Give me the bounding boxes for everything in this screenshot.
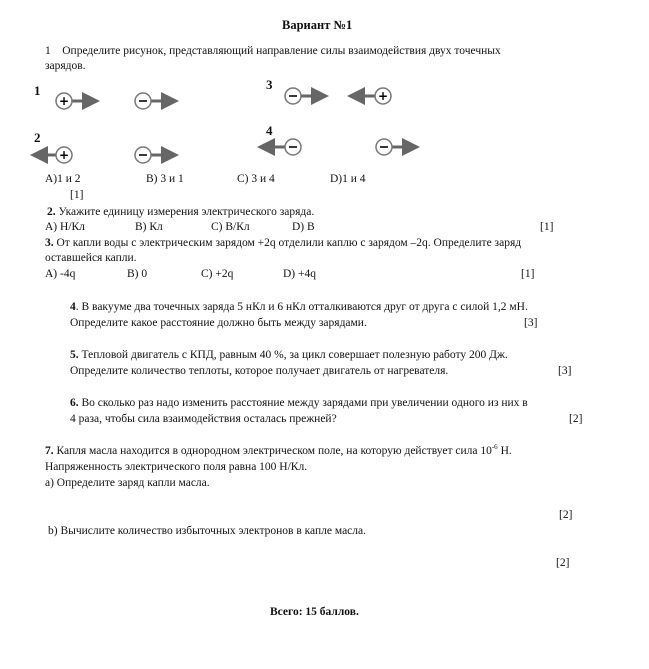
q3-option-a: A) -4q <box>45 268 76 280</box>
q3-text-cont: оставшейся капли. <box>45 252 137 264</box>
figure-3 <box>285 88 391 104</box>
q2-option-a: A) Н/Кл <box>45 221 85 233</box>
figure-4 <box>263 139 414 155</box>
q2-mark: [1] <box>540 221 554 233</box>
q5-mark: [3] <box>558 365 572 377</box>
q3-option-d: D) +4q <box>283 268 316 280</box>
total-score: Всего: 15 баллов. <box>270 606 359 618</box>
q3-option-c: C) +2q <box>201 268 234 280</box>
q7a-mark: [2] <box>559 509 573 521</box>
q6-text: Во сколько раз надо изменить расстояние между зарядами при увеличении одного из них в <box>78 397 528 409</box>
figure-1 <box>56 93 173 109</box>
q1-option-d: D)1 и 4 <box>330 173 366 185</box>
fig-label-2: 2 <box>34 130 41 145</box>
q1-option-b: B) 3 и 1 <box>146 173 184 185</box>
q2-number: 2. <box>47 206 56 218</box>
q5-text-cont: Определите количество теплоты, которое получает двигатель от нагревателя. <box>70 365 449 377</box>
fig-label-1: 1 <box>34 83 41 98</box>
q1-option-a: A)1 и 2 <box>45 173 81 185</box>
q2-option-c: C) В/Кл <box>211 221 250 233</box>
q1-text-cont: зарядов. <box>45 60 86 72</box>
q4-text-cont: Определите какое расстояние должно быть между зарядами. <box>70 317 367 329</box>
q7-text-cont: Напряженность электрического поля равна 100 Н/Кл. <box>45 461 308 473</box>
q2-option-d: D) В <box>292 221 315 233</box>
page-title: Вариант №1 <box>282 18 353 32</box>
q4-text: . В вакууме два точечных заряда 5 нКл и 6 нКл отталкиваются друг от друга с силой 1,2 мН. <box>75 301 528 313</box>
q7-part-a: a) Определите заряд капли масла. <box>45 477 210 489</box>
q3-mark: [1] <box>521 268 535 280</box>
q6-text-cont: 4 раза, чтобы сила взаимодействия осталась прежней? <box>70 413 337 425</box>
q7-line1 <box>45 444 512 458</box>
q1-number: 1 <box>45 45 51 57</box>
q5-text: Тепловой двигатель с КПД, равным 40 %, за цикл совершает полезную работу 200 Дж. <box>78 349 508 361</box>
figure-2 <box>36 147 173 163</box>
q6-number: 6. <box>70 397 79 409</box>
q4-mark: [3] <box>524 317 538 329</box>
plus-sign: + <box>58 148 70 162</box>
q7b-mark: [2] <box>556 557 570 569</box>
q3-text: От капли воды с электрическим зарядом +2q отделили каплю с зарядом –2q. Определите заряд <box>53 237 522 249</box>
q3-number: 3. <box>45 237 54 249</box>
q7-text: Капля масла находится в однородном электрическом поле, на которую действует сила 10 <box>53 445 492 457</box>
q7-unit: Н. <box>497 445 512 457</box>
q7-exponent: -6 <box>491 443 498 452</box>
q7-part-b: b) Вычислите количество избыточных электронов в капле масла. <box>48 525 367 537</box>
q3-option-b: B) 0 <box>127 268 148 280</box>
q1-text: Определите рисунок, представляющий направление силы взаимодействия двух точечных <box>62 45 501 57</box>
q4-number: 4 <box>70 301 76 313</box>
q2-option-b: B) Кл <box>135 221 163 233</box>
plus-sign: + <box>377 89 389 103</box>
fig-label-3: 3 <box>266 77 273 92</box>
fig-label-4: 4 <box>266 123 273 138</box>
q1-option-c: C) 3 и 4 <box>237 173 275 185</box>
q5-number: 5. <box>70 349 79 361</box>
q2-text: Укажите единицу измерения электрического заряда. <box>55 206 315 218</box>
q4-line1 <box>70 300 528 314</box>
q5-line1 <box>70 348 508 362</box>
q3-line1 <box>45 236 521 250</box>
q6-line1 <box>70 396 528 410</box>
plus-sign: + <box>58 94 70 108</box>
q6-mark: [2] <box>569 413 583 425</box>
q7-number: 7. <box>45 445 54 457</box>
q2-line <box>47 205 314 219</box>
q1-mark: [1] <box>70 189 84 201</box>
